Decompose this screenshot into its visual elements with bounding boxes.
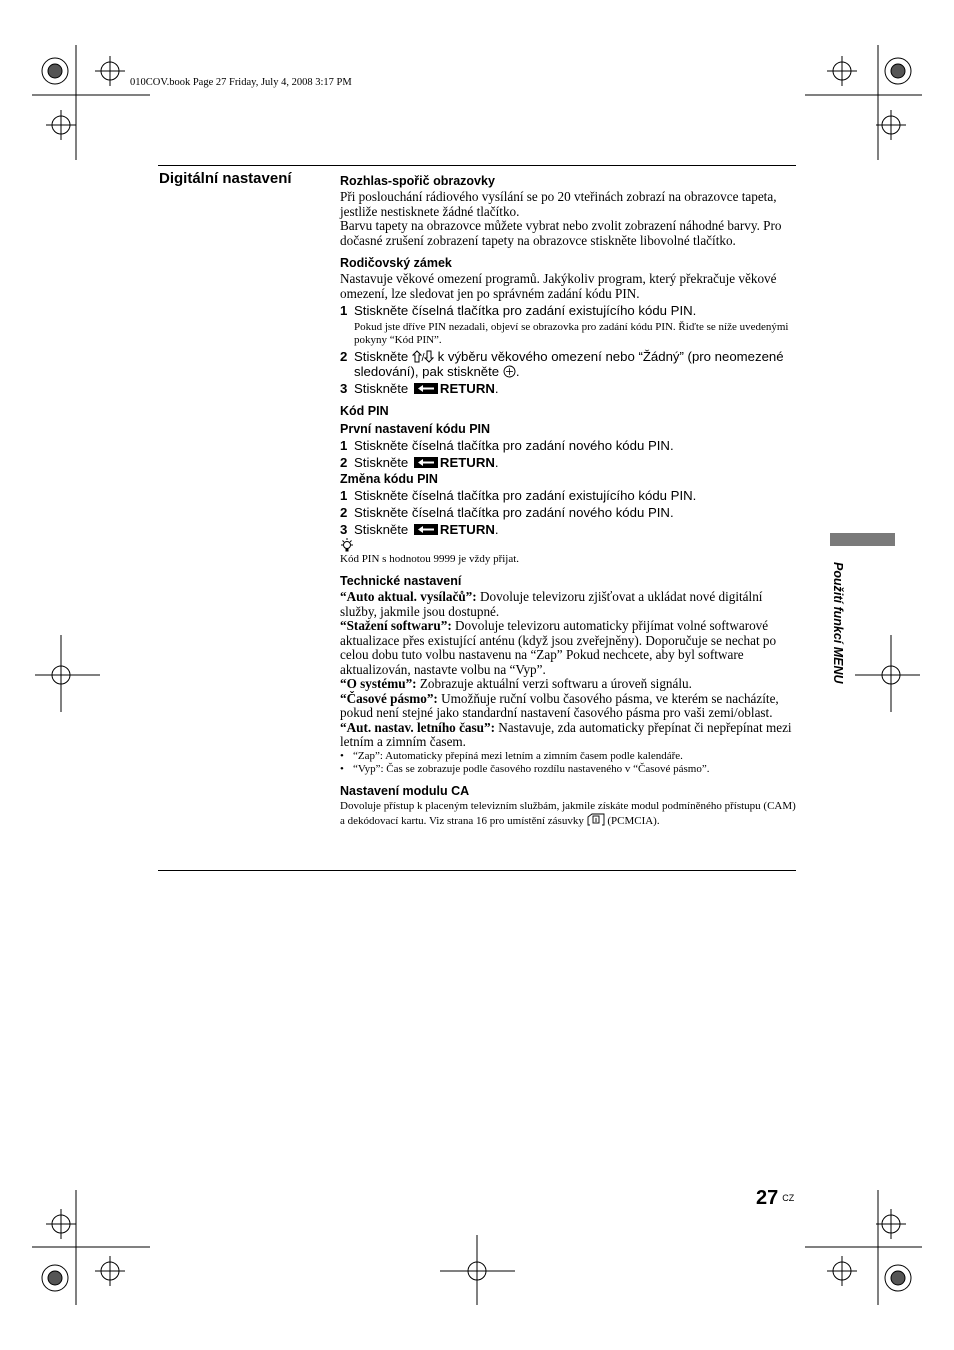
technical-dst (340, 721, 800, 750)
parental-intro: Nastavuje věkové omezení programů. Jakýkoliv program, který překračuje věkové omezení, lze sledovat jen po správném zadání kódu PIN. (340, 271, 777, 301)
technical-time-zone (340, 692, 800, 721)
screensaver-p1: Při poslouchání rádiového vysílání se po 20 vteřinách zobrazí na obrazovce tapeta, jestliže nestisknete žádné tlačítko. (340, 189, 777, 219)
return-icon (414, 457, 438, 468)
dst-bullet-off: • “Vyp”: Čas se zobrazuje podle časového rozdílu nastaveného v “Časové pásmo”. (340, 763, 800, 776)
parental-heading: Rodičovský zámek (340, 256, 452, 270)
desc: Dovoluje televizoru zjišťovat a ukládat nové digitální služby, jakmile jsou dostupné. (340, 589, 763, 619)
dst-bullet-on: • “Zap”: Automaticky přepíná mezi letním a zimním časem podle kalendáře. (340, 750, 800, 763)
svg-text:/: / (421, 352, 425, 363)
pin-first-step-2: 2 Stiskněte RETURN. (340, 455, 499, 470)
step-text: Stiskněte číselná tlačítka pro zadání existujícího kódu PIN. (354, 488, 697, 503)
bottom-rule (158, 870, 796, 871)
technical-heading: Technické nastavení (340, 574, 462, 588)
step-number: 3 (340, 522, 348, 537)
main-content (340, 172, 800, 828)
step-number: 1 (340, 438, 348, 453)
page-number-value: 27 (756, 1187, 779, 1209)
step-text-b: k výběru věkového omezení nebo “Žádný” (pro neomezené sledování), pak stiskněte (354, 349, 784, 379)
step-number: 2 (340, 455, 348, 470)
parental-step-3: 3 Stiskněte RETURN. (340, 381, 499, 396)
step-text: Stiskněte (354, 522, 409, 537)
desc: Zobrazuje aktuální verzi softwaru a úroveň signálu. (419, 676, 692, 691)
screensaver-heading: Rozhlas-spořič obrazovky (340, 174, 495, 188)
chapter-tab (830, 533, 895, 546)
parental-step-1 (340, 303, 800, 318)
pin-change-step-3: 3 Stiskněte RETURN. (340, 522, 499, 537)
section-title: Digitální nastavení (159, 170, 292, 187)
desc: Nastavuje, zda automaticky přepínat či nepřepínat mezi letním a zimním časem. (340, 719, 792, 749)
page-language: CZ (782, 1193, 795, 1203)
chapter-label-text: Použití funkcí MENU (831, 562, 845, 684)
print-header: 010COV.book Page 27 Friday, July 4, 2008 3:17 PM (130, 77, 352, 88)
parental-step-2: 2 Stiskněte / k výběru věkového omezení nebo “Žádný” (pro neomezené sledování), pak stiskněte . (340, 349, 784, 379)
ca-text (340, 800, 800, 828)
screensaver-p2: Barvu tapety na obrazovce můžete vybrat nebo zvolit zobrazení náhodné barvy. Pro dočasné zrušení zobrazení tapety na obrazovce stiskněte libovolné tlačítko. (340, 218, 782, 248)
pin-tip-text: Kód PIN s hodnotou 9999 je vždy přijat. (340, 553, 520, 565)
desc: Dovoluje televizoru automaticky přijímat volné softwarové aktualizace přes existující anténu (když jsou zveřejněny). Doporučuje se nechat po celou dobu tuto volbu nastavenu na “Zap” Pokud nechcete, aby byl software aktualizován, nastavte volbu na “Vyp”. (340, 618, 777, 677)
return-label: RETURN (439, 522, 495, 537)
pin-first-step-1 (340, 438, 800, 453)
technical-auto-update (340, 590, 800, 619)
term: “Aut. nastav. letního času”: (340, 719, 495, 735)
step-text: Stiskněte číselná tlačítka pro zadání nového kódu PIN. (354, 438, 674, 453)
ca-heading: Nastavení modulu CA (340, 783, 470, 798)
step-text: Stiskněte (354, 381, 409, 396)
step-number: 3 (340, 381, 348, 396)
chapter-label (827, 562, 847, 702)
enter-button-icon (503, 365, 516, 378)
step-text-a: Stiskněte (354, 349, 409, 364)
top-rule (158, 165, 796, 166)
tip-lightbulb-icon (340, 538, 354, 553)
term: “O systému”: (340, 676, 417, 691)
pin-change-heading: Změna kódu PIN (340, 472, 438, 486)
term: “Časové pásmo”: (340, 690, 438, 706)
desc: Umožňuje ruční volbu časového pásma, ve kterém se nacházíte, pokud není stejné jako standardní nastavení časového pásma pro vaši zemi/oblast. (340, 690, 779, 720)
term: “Stažení softwaru”: (340, 618, 452, 633)
up-down-arrow-icon (412, 350, 434, 363)
pin-change-step-1 (340, 488, 800, 503)
step-number: 1 (340, 488, 348, 503)
return-icon (414, 524, 438, 535)
pcmcia-slot-icon (587, 813, 605, 826)
step-number: 2 (340, 505, 348, 520)
step-text: Stiskněte (354, 455, 409, 470)
technical-about (340, 677, 800, 692)
return-label: RETURN (439, 455, 495, 470)
return-label: RETURN (439, 381, 495, 396)
return-icon (414, 383, 438, 394)
step-number: 2 (340, 349, 348, 364)
term: “Auto aktual. vysílačů”: (340, 589, 477, 604)
page-number (756, 1187, 794, 1210)
pin-heading: Kód PIN (340, 404, 389, 418)
technical-software-download (340, 619, 800, 677)
step-text: Stiskněte číselná tlačítka pro zadání existujícího kódu PIN. (354, 303, 697, 318)
pin-change-step-2 (340, 505, 800, 520)
step-text: Stiskněte číselná tlačítka pro zadání nového kódu PIN. (354, 505, 674, 520)
ca-text-b: (PCMCIA). (607, 814, 660, 827)
parental-step-1-note: Pokud jste dříve PIN nezadali, objeví se obrazovka pro zadání kódu PIN. Řiďte se níže uvedenými pokyny “Kód PIN”. (354, 321, 789, 346)
step-number: 1 (340, 303, 348, 318)
ca-text-a: Dovoluje přístup k placeným televizním službám, jakmile získáte modul podmíněného přístupu (CAM) a dekódovací kartu. Viz strana 16 pro umístění zásuvky (340, 799, 796, 827)
pin-first-heading: První nastavení kódu PIN (340, 422, 491, 436)
